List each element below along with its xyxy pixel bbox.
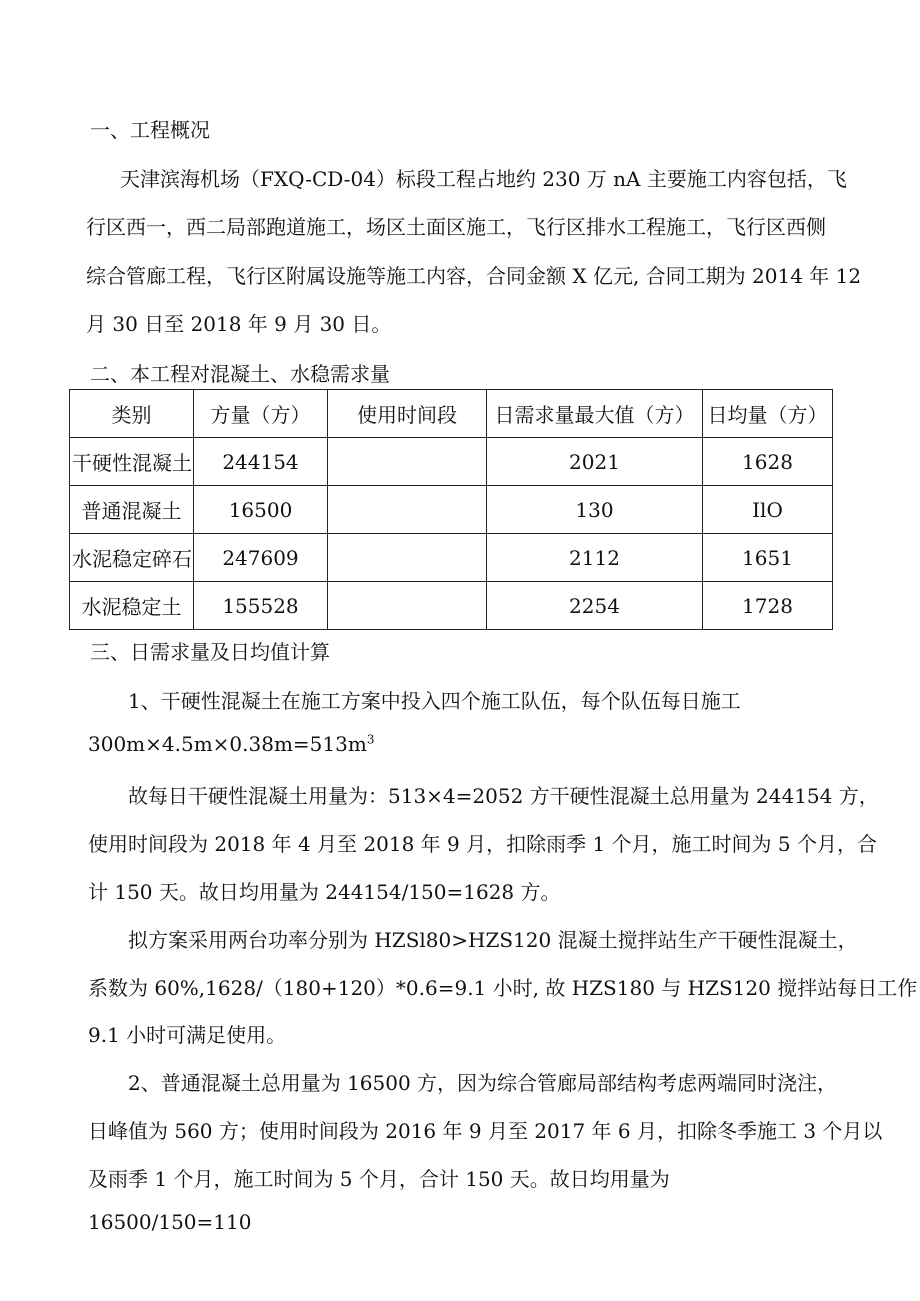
para4-line: 日峰值为 560 方；使用时间段为 2016 年 9 月至 2017 年 6 月，扣除冬季施工 3 个月以 <box>88 1119 883 1143</box>
table-header-cell: 类别 <box>70 390 194 438</box>
table-cell <box>328 438 487 486</box>
para4-line: 16500/150=110 <box>88 1210 252 1234</box>
table-cell: 干硬性混凝土 <box>70 438 194 486</box>
table-cell: 1628 <box>703 438 833 486</box>
table-cell: 水泥稳定碎石 <box>70 534 194 582</box>
table-row <box>70 438 833 486</box>
para3-line: 拟方案采用两台功率分别为 HZSl80>HZS120 混凝土搅拌站生产干硬性混凝土， <box>128 928 858 952</box>
table-cell: 1651 <box>703 534 833 582</box>
section3-heading: 三、日需求量及日均值计算 <box>90 640 330 664</box>
para3-line: 系数为 60%,1628/（180+120）*0.6=9.1 小时, 故 HZS180 与 HZS120 搅拌站每日工作 <box>88 976 918 1000</box>
para3-line: 9.1 小时可满足使用。 <box>88 1023 287 1047</box>
table-cell: IlO <box>703 486 833 534</box>
para2-line: 故每日干硬性混凝土用量为：513×4=2052 方干硬性混凝土总用量为 244154 方， <box>128 784 879 808</box>
section1-line: 月 30 日至 2018 年 9 月 30 日。 <box>86 312 392 336</box>
table-header-cell: 使用时间段 <box>328 390 487 438</box>
table-header-cell: 方量（方） <box>194 390 328 438</box>
section1-heading: 一、工程概况 <box>90 118 210 142</box>
section1-line: 综合管廊工程，飞行区附属设施等施工内容，合同金额 X 亿元, 合同工期为 2014 年 12 <box>86 264 862 288</box>
table-cell: 2021 <box>487 438 703 486</box>
table-cell: 130 <box>487 486 703 534</box>
para2-line: 计 150 天。故日均用量为 244154/150=1628 方。 <box>88 880 561 904</box>
table-cell: 244154 <box>194 438 328 486</box>
demand-table <box>69 389 833 630</box>
table-cell: 16500 <box>194 486 328 534</box>
table-cell: 1728 <box>703 582 833 630</box>
formula-text: 300m×4.5m×0.38m=513m <box>88 732 367 756</box>
table-cell <box>328 486 487 534</box>
para1-formula <box>88 732 374 756</box>
table-row <box>70 582 833 630</box>
section1-line: 行区西一，西二局部跑道施工，场区土面区施工，飞行区排水工程施工，飞行区西侧 <box>86 215 826 239</box>
table-header-cell: 日均量（方） <box>703 390 833 438</box>
table-cell: 155528 <box>194 582 328 630</box>
table-cell: 水泥稳定土 <box>70 582 194 630</box>
para2-line: 使用时间段为 2018 年 4 月至 2018 年 9 月，扣除雨季 1 个月，施工时间为 5 个月，合 <box>88 832 877 856</box>
para4-line: 2、普通混凝土总用量为 16500 方，因为综合管廊局部结构考虑两端同时浇注， <box>128 1071 838 1095</box>
table-cell: 247609 <box>194 534 328 582</box>
section2-heading: 二、本工程对混凝土、水稳需求量 <box>90 362 390 386</box>
formula-superscript: 3 <box>366 732 375 747</box>
table-cell: 2254 <box>487 582 703 630</box>
table-row <box>70 534 833 582</box>
table-row <box>70 486 833 534</box>
table-header-cell: 日需求量最大值（方） <box>487 390 703 438</box>
para1-line: 1、干硬性混凝土在施工方案中投入四个施工队伍，每个队伍每日施工 <box>128 689 741 713</box>
para4-line: 及雨季 1 个月，施工时间为 5 个月，合计 150 天。故日均用量为 <box>88 1167 670 1191</box>
table-cell: 普通混凝土 <box>70 486 194 534</box>
table-cell <box>328 534 487 582</box>
table-cell: 2112 <box>487 534 703 582</box>
section1-line: 天津滨海机场（FXQ-CD-04）标段工程占地约 230 万 nA 主要施工内容包括，飞 <box>120 167 847 191</box>
table-cell <box>328 582 487 630</box>
table-header-row <box>70 390 833 438</box>
